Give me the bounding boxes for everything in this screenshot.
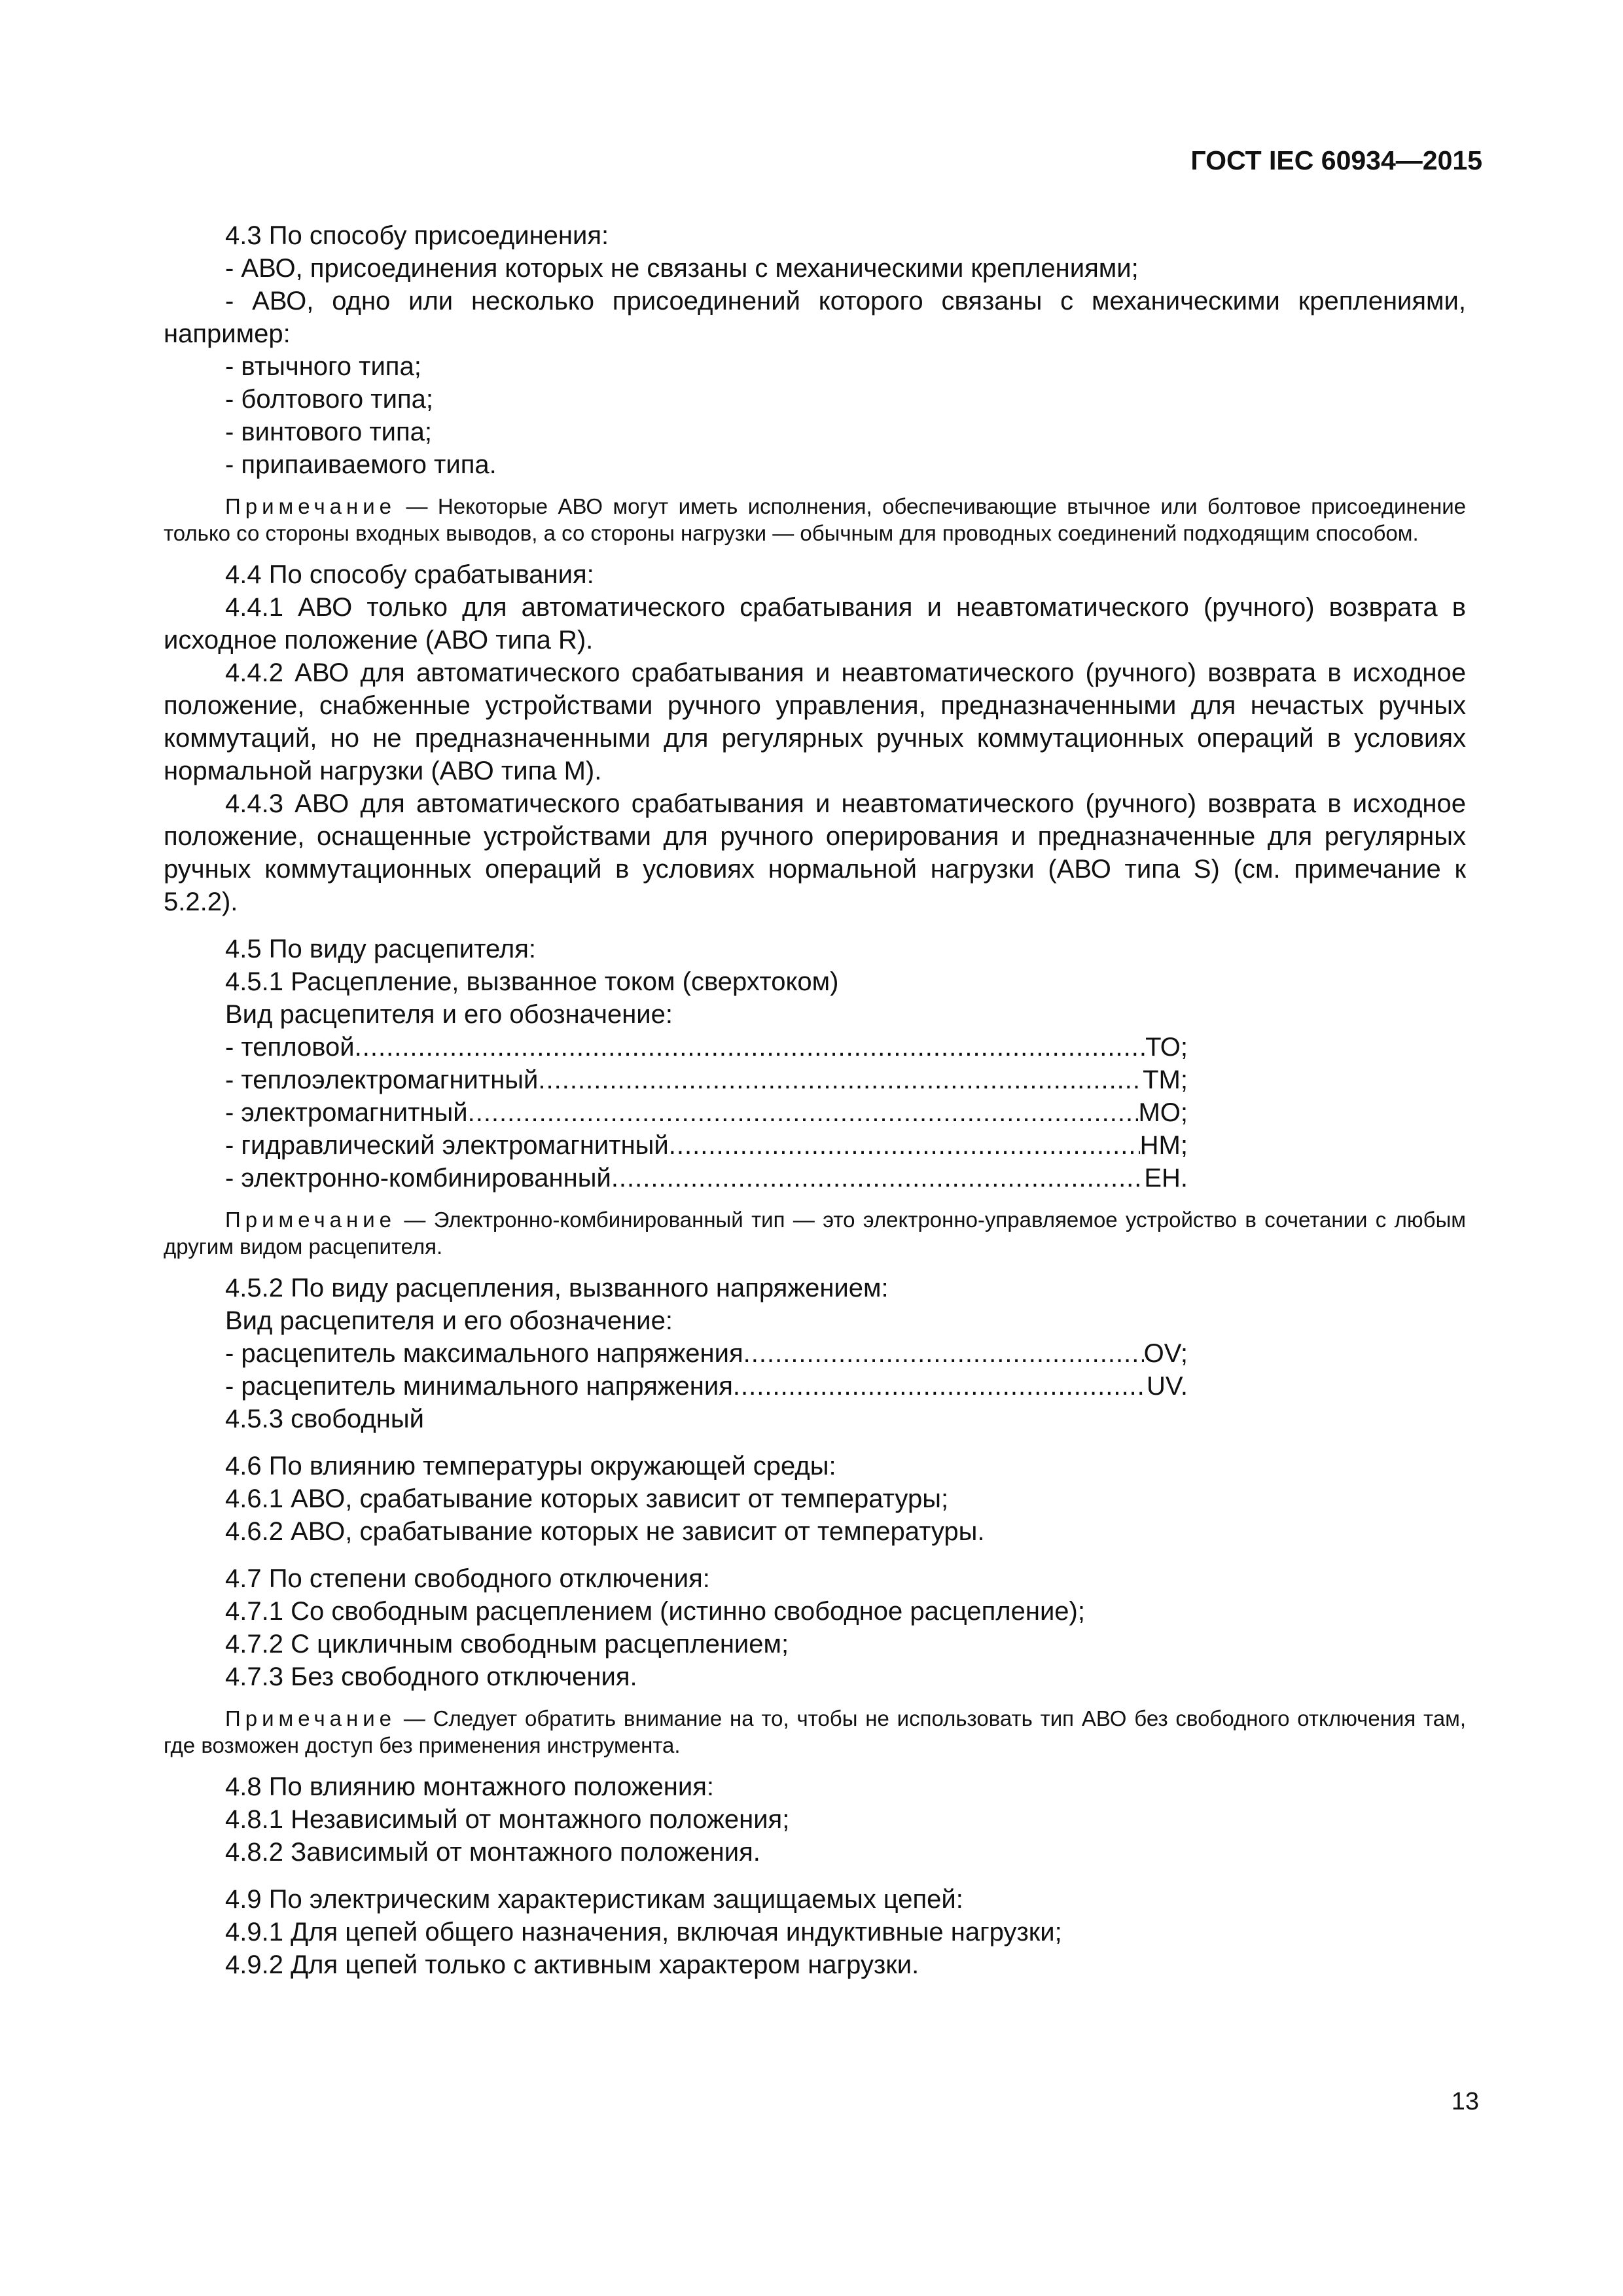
section-4-4-title: 4.4 По способу срабатывания:	[225, 560, 594, 589]
note-label: Примечание	[225, 1208, 397, 1232]
note-4-7	[164, 1705, 1466, 1759]
release-code: МО;	[1138, 1098, 1188, 1127]
dot-leader	[669, 1129, 1140, 1162]
release-label: - электромагнитный	[225, 1098, 468, 1127]
section-4-3-title: 4.3 По способу присоединения:	[225, 221, 609, 250]
list-item: - болтового типа;	[225, 385, 433, 414]
dot-leader	[743, 1337, 1144, 1370]
dot-leader	[733, 1370, 1147, 1403]
release-label: - теплоэлектромагнитный	[225, 1066, 539, 1094]
section-4-7-title: 4.7 По степени свободного отключения:	[225, 1564, 710, 1593]
note-4-5	[164, 1206, 1466, 1260]
paragraph-4-5-3: 4.5.3 свободный	[225, 1405, 424, 1433]
release-code: НМ;	[1139, 1131, 1188, 1160]
release-row	[164, 1370, 1188, 1403]
list-item: - припаиваемого типа.	[225, 450, 497, 479]
list-item: - винтового типа;	[225, 418, 433, 446]
release-code: OV;	[1143, 1339, 1188, 1368]
release-label: - расцепитель минимального напряжения	[225, 1372, 733, 1401]
paragraph-4-5-2: 4.5.2 По виду расцепления, вызванного напряжением:	[225, 1274, 889, 1302]
list-item: - АВО, присоединения которых не связаны с механическими креплениями;	[225, 254, 1139, 283]
note-text: — Электронно-комбинированный тип — это электронно-управляемое устройство в сочетании с любым другим видом расцепителя.	[164, 1208, 1466, 1259]
paragraph-4-7-1: 4.7.1 Со свободным расцеплением (истинно свободное расцепление);	[225, 1597, 1085, 1626]
release-kind-caption: Вид расцепителя и его обозначение:	[225, 1000, 673, 1029]
section-4-6-title: 4.6 По влиянию температуры окружающей среды:	[225, 1452, 836, 1480]
section-4-9-title: 4.9 По электрическим характеристикам защищаемых цепей:	[225, 1885, 963, 1914]
section-4-8-title: 4.8 По влиянию монтажного положения:	[225, 1772, 714, 1801]
release-code: UV.	[1146, 1372, 1188, 1401]
release-kind-caption: Вид расцепителя и его обозначение:	[225, 1306, 673, 1335]
release-code: ЕН.	[1144, 1164, 1188, 1193]
dot-leader	[538, 1064, 1143, 1096]
release-row	[164, 1337, 1188, 1370]
paragraph-4-5-1: 4.5.1 Расцепление, вызванное током (сверхтоком)	[225, 967, 839, 996]
page-body	[164, 219, 1466, 1981]
paragraph-4-7-2: 4.7.2 С цикличным свободным расцеплением;	[225, 1630, 789, 1659]
release-row	[164, 1096, 1188, 1129]
release-row	[164, 1162, 1188, 1194]
release-code: ТО;	[1145, 1033, 1188, 1062]
paragraph-4-4-2: 4.4.2 АВО для автоматического срабатывания и неавтоматического (ручного) возврата в исходное положение, снабженные устройствами ручного управления, предназначенными для нечастых ручных коммутаций, но не предназначенными для регулярных ручных коммутационных операций в условиях нормальной нагрузки (АВО типа М).	[164, 658, 1466, 785]
release-row	[164, 1129, 1188, 1162]
list-item: - АВО, одно или несколько присоединений которого связаны с механическими креплениями, например:	[164, 287, 1466, 348]
note-label: Примечание	[225, 494, 397, 518]
release-label: - электронно-комбинированный	[225, 1164, 611, 1193]
release-label: - тепловой	[225, 1033, 355, 1062]
list-item: - втычного типа;	[225, 352, 421, 381]
dot-leader	[611, 1162, 1145, 1194]
paragraph-4-4-3: 4.4.3 АВО для автоматического срабатывания и неавтоматического (ручного) возврата в исходное положение, оснащенные устройствами для ручного оперирования и предназначенные для регулярных ручных коммутационных операций в условиях нормальной нагрузки (АВО типа S) (см. примечание к 5.2.2).	[164, 789, 1466, 916]
paragraph-4-7-3: 4.7.3 Без свободного отключения.	[225, 1662, 637, 1691]
release-code: ТМ;	[1143, 1066, 1188, 1094]
section-4-5-title: 4.5 По виду расцепителя:	[225, 935, 536, 963]
note-text: — Некоторые АВО могут иметь исполнения, обеспечивающие втычное или болтовое присоединение только со стороны входных выводов, а со стороны нагрузки — обычным для проводных соединений подходящим способом.	[164, 494, 1466, 545]
page-number: 13	[1451, 2088, 1479, 2115]
note-label: Примечание	[225, 1706, 397, 1731]
paragraph-4-8-2: 4.8.2 Зависимый от монтажного положения.	[225, 1838, 760, 1867]
paragraph-4-9-2: 4.9.2 Для цепей только с активным характером нагрузки.	[225, 1950, 919, 1979]
paragraph-4-6-2: 4.6.2 АВО, срабатывание которых не зависит от температуры.	[225, 1517, 985, 1546]
note-text: — Следует обратить внимание на то, чтобы не использовать тип АВО без свободного отключения там, где возможен доступ без применения инструмента.	[164, 1706, 1466, 1757]
paragraph-4-8-1: 4.8.1 Независимый от монтажного положения;	[225, 1805, 790, 1834]
dot-leader	[468, 1096, 1139, 1129]
paragraph-4-4-1: 4.4.1 АВО только для автоматического срабатывания и неавтоматического (ручного) возврата в исходное положение (АВО типа R).	[164, 593, 1466, 655]
paragraph-4-6-1: 4.6.1 АВО, срабатывание которых зависит от температуры;	[225, 1484, 949, 1513]
dot-leader	[355, 1031, 1145, 1064]
release-label: - расцепитель максимального напряжения	[225, 1339, 743, 1368]
release-row	[164, 1031, 1188, 1064]
release-row	[164, 1064, 1188, 1096]
document-code-header: ГОСТ IEC 60934—2015	[1190, 145, 1482, 175]
paragraph-4-9-1: 4.9.1 Для цепей общего назначения, включая индуктивные нагрузки;	[225, 1918, 1062, 1946]
note-4-3	[164, 493, 1466, 547]
release-label: - гидравлический электромагнитный	[225, 1131, 669, 1160]
